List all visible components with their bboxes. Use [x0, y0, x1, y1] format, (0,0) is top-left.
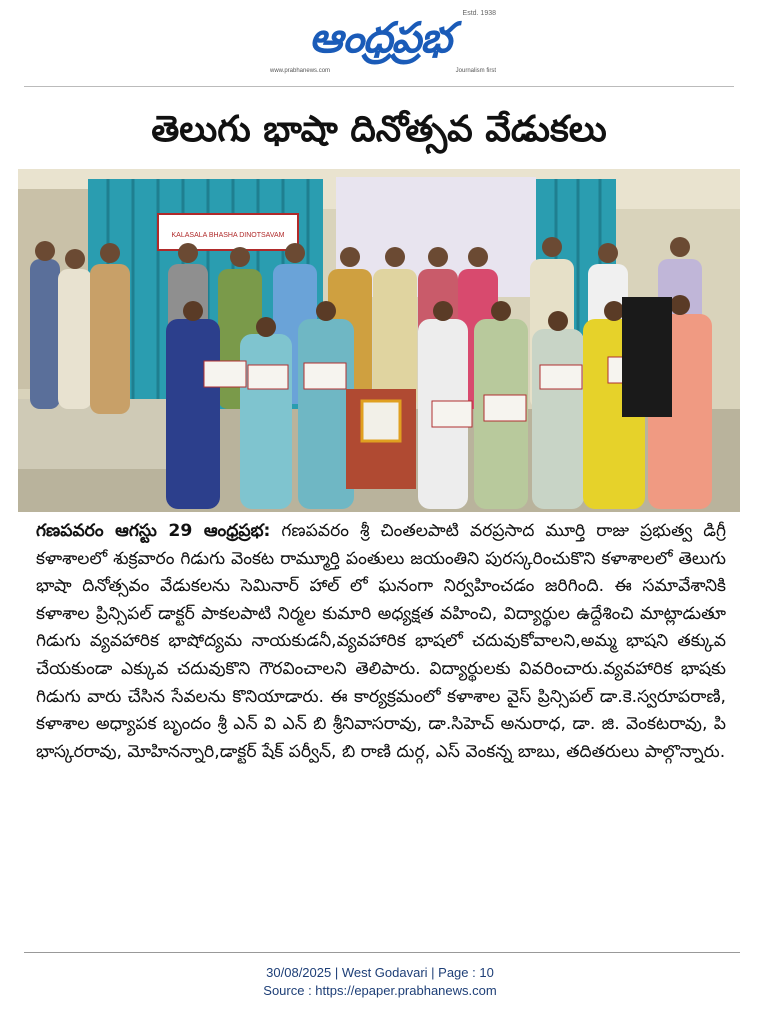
article-dateline: గణపవరం ఆగస్టు 29 ఆంధ్రప్రభ: — [36, 521, 271, 541]
article-body — [36, 518, 726, 766]
newspaper-clipping — [18, 6, 740, 966]
logo-tagline: Journalism first — [455, 68, 496, 74]
logo-url: www.prabhanews.com — [270, 68, 331, 74]
article-text: గణపవరం శ్రీ చింతలపాటి వరప్రసాద మూర్తి రాజు ప్రభుత్వ డిగ్రీ కళాశాలలో శుక్రవారం గిడుగు వెంకట రామ్మూర్తి పంతులు జయంతిని పురస్కరించుకొని కళాశాలలో తెలుగు భాషా దినోత్సవం వేడుకలను సెమినార్ హాల్ లో ఘనంగా నిర్వహించడం జరిగింది. ఈ సమావేశానికి కళాశాల ప్రిన్సిపల్ డాక్టర్ పాకలపాటి నిర్మల కుమారి అధ్యక్షత వహించి, విద్యార్థుల ఉద్దేశించి మాట్లాడుతూ గిడుగు వ్యవహారిక భాషోద్యమ నాయకుడనీ,వ్యవహారిక భాషలో చదువుకోవాలని,అమ్మ భాషని తక్కువ చేయకుండా ఎక్కువ చదువుకొని గౌరవించాలని తెలిపారు. విద్యార్థులకు వివరించారు.వ్యవహారిక భాషకు గిడుగు వారు చేసిన సేవలను కొనియాడారు. ఈ కార్యక్రమంలో కళాశాల వైస్ ప్రిన్సిపల్ డా.కె.స్వరూపరాణి, కళాశాల అధ్యాపక బృందం శ్రీ ఎన్ వి ఎన్ బి శ్రీనివాసరావు, డా.సిహెచ్ అనురాధ, డా. జి. వెంకటరావు, పి భాస్కరరావు, మోహినన్నారి,డాక్టర్ షేక్ పర్వీన్, బి రాణి దుర్గ, ఎస్ వెంకన్న బాబు, తదితరులు పాల్గొన్నారు. — [36, 521, 726, 762]
banner-text: KALASALA BHASHA DINOTSAVAM — [171, 232, 285, 239]
newspaper-logo[interactable] — [260, 12, 500, 72]
footer-date-edition: 30/08/2025 | West Godavari | Page : 10 — [266, 965, 494, 980]
event-photo — [18, 169, 740, 512]
divider — [24, 952, 740, 953]
divider — [24, 86, 734, 87]
estd-label: Estd. 1938 — [462, 10, 496, 17]
source-footer — [0, 964, 760, 1000]
masthead — [18, 6, 740, 88]
article-headline: తెలుగు భాషా దినోత్సవ వేడుకలు — [151, 109, 607, 150]
logo-text: ఆంధ్రప్రభ — [309, 13, 451, 62]
footer-source-link[interactable]: Source : https://epaper.prabhanews.com — [263, 983, 497, 998]
